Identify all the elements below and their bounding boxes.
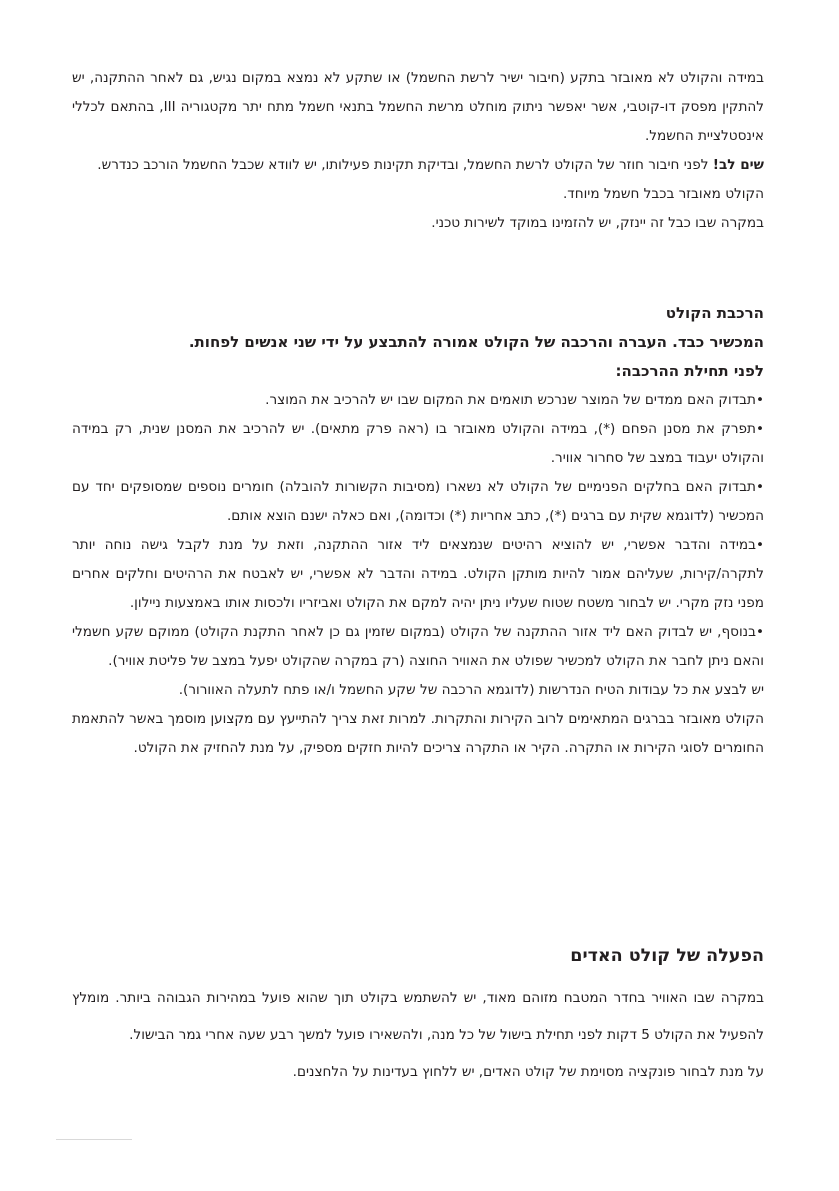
intro-paragraph-power-disconnect: במידה והקולט לא מאובזר בתקע (חיבור ישיר לרשת החשמל) או שתקע לא נמצא במקום נגיש, גם לאחר ההתקנה, יש להתקין מפסק דו-קוטבי, אשר יאפשר ניתוק מוחלט מרשת החשמל בתנאי חשמל מתח יתר מקטגוריה III, בהתאם לכללי אינסטלציית החשמל. <box>72 70 764 144</box>
installation-section <box>72 299 764 763</box>
list-item: •בנוסף, יש לבדוק האם ליד אזור ההתקנה של הקולט (במקום שזמין גם כן לאחר התקנת הקולט) ממוקם שקע חשמלי והאם ניתן לחבר את הקולט למכשיר שפולט את האוויר החוצה (רק במקרה שהקולט יפעל במצב של פליטת אוויר). <box>72 624 764 669</box>
intro-paragraph-attention <box>72 151 764 180</box>
operation-paragraph-usage: במקרה שבו האוויר בחדר המטבח מזוהם מאוד, יש להשתמש בקולט תוך שהוא פועל במהירות הגבוהה ביותר. מומלץ להפעיל את הקולט 5 דקות לפני תחילת בישול של כל מנה, ולהשאירו פועל למשך רבע שעה אחרי גמר הבישול. <box>72 990 764 1043</box>
installation-weight-warning: המכשיר כבד. העברה והרכבה של הקולט אמורה להתבצע על ידי שני אנשים לפחות. <box>188 333 764 351</box>
operation-title: הפעלה של קולט האדים <box>570 946 764 966</box>
list-item: •תבדוק האם בחלקים הפנימיים של הקולט לא נשארו (מסיבות הקשורות להובלה) חומרים נוספים שמסופקים יחד עם המכשיר (לדוגמא שקית עם ברגים (*), כתב אחריות (*) וכדומה), ואם כאלה ישנם הוצא אותם. <box>72 479 764 524</box>
attention-label: שים לב! <box>712 157 764 173</box>
installation-paragraph-screws: הקולט מאובזר בברגים המתאימים לרוב הקירות והתקרות. למרות זאת צריך להתייעץ עם מקצוען מוסמך באשר להתאמת החומרים לסוגי הקירות או התקרה. הקיר או התקרה צריכים להיות חזקים מספיק, על מנת להחזיק את הקולט. <box>72 711 764 756</box>
installation-title: הרכבת הקולט <box>665 304 764 322</box>
intro-section <box>72 64 764 238</box>
before-installation-title: לפני תחילת ההרכבה: <box>615 362 764 380</box>
footer-divider <box>56 1139 132 1140</box>
list-item: •במידה והדבר אפשרי, יש להוציא רהיטים שנמצאים ליד אזור ההתקנה, וזאת על מנת לקבל גישה נוחה יותר לתקרה/קירות, שעליהם אמור להיות מותקן הקולט. במידה והדבר לא אפשרי, יש לאבטח את הרהיטים וחלקים אחרים מפני נזק מקרי. יש לבחור משטח שטוח שעליו ניתן יהיה למקם את הקולט ואביזריו ולכסות אותו באמצעות ניילון. <box>72 537 764 611</box>
list-item: •תבדוק האם ממדים של המוצר שנרכש תואמים את המקום שבו יש להרכיב את המוצר. <box>265 392 764 408</box>
operation-body <box>72 980 764 1091</box>
intro-paragraph-cable-damage: במקרה שבו כבל זה יינזק, יש להזמינו במוקד לשירות טכני. <box>431 215 764 231</box>
installation-paragraph-wall-work: יש לבצע את כל עבודות הטיח הנדרשות (לדוגמא הרכבה של שקע החשמל ו/או פתח לתעלה האוורור). <box>178 682 764 698</box>
intro-paragraph-special-cable: הקולט מאובזר בכבל חשמל מיוחד. <box>562 186 764 202</box>
attention-text: לפני חיבור חוזר של הקולט לרשת החשמל, ובדיקת תקינות פעילותו, יש לוודא שכבל החשמל הורכב כנדרש. <box>97 157 713 173</box>
operation-paragraph-buttons: על מנת לבחור פונקציה מסוימת של קולט האדים, יש ללחוץ בעדינות על הלחצנים. <box>292 1064 764 1080</box>
list-item: •תפרק את מסנן הפחם (*), במידה והקולט מאובזר בו (ראה פרק מתאים). יש להרכיב את המסנן שנית, רק במידה והקולט יעבוד במצב של סחרור אוויר. <box>72 421 764 466</box>
operation-section <box>72 942 764 971</box>
